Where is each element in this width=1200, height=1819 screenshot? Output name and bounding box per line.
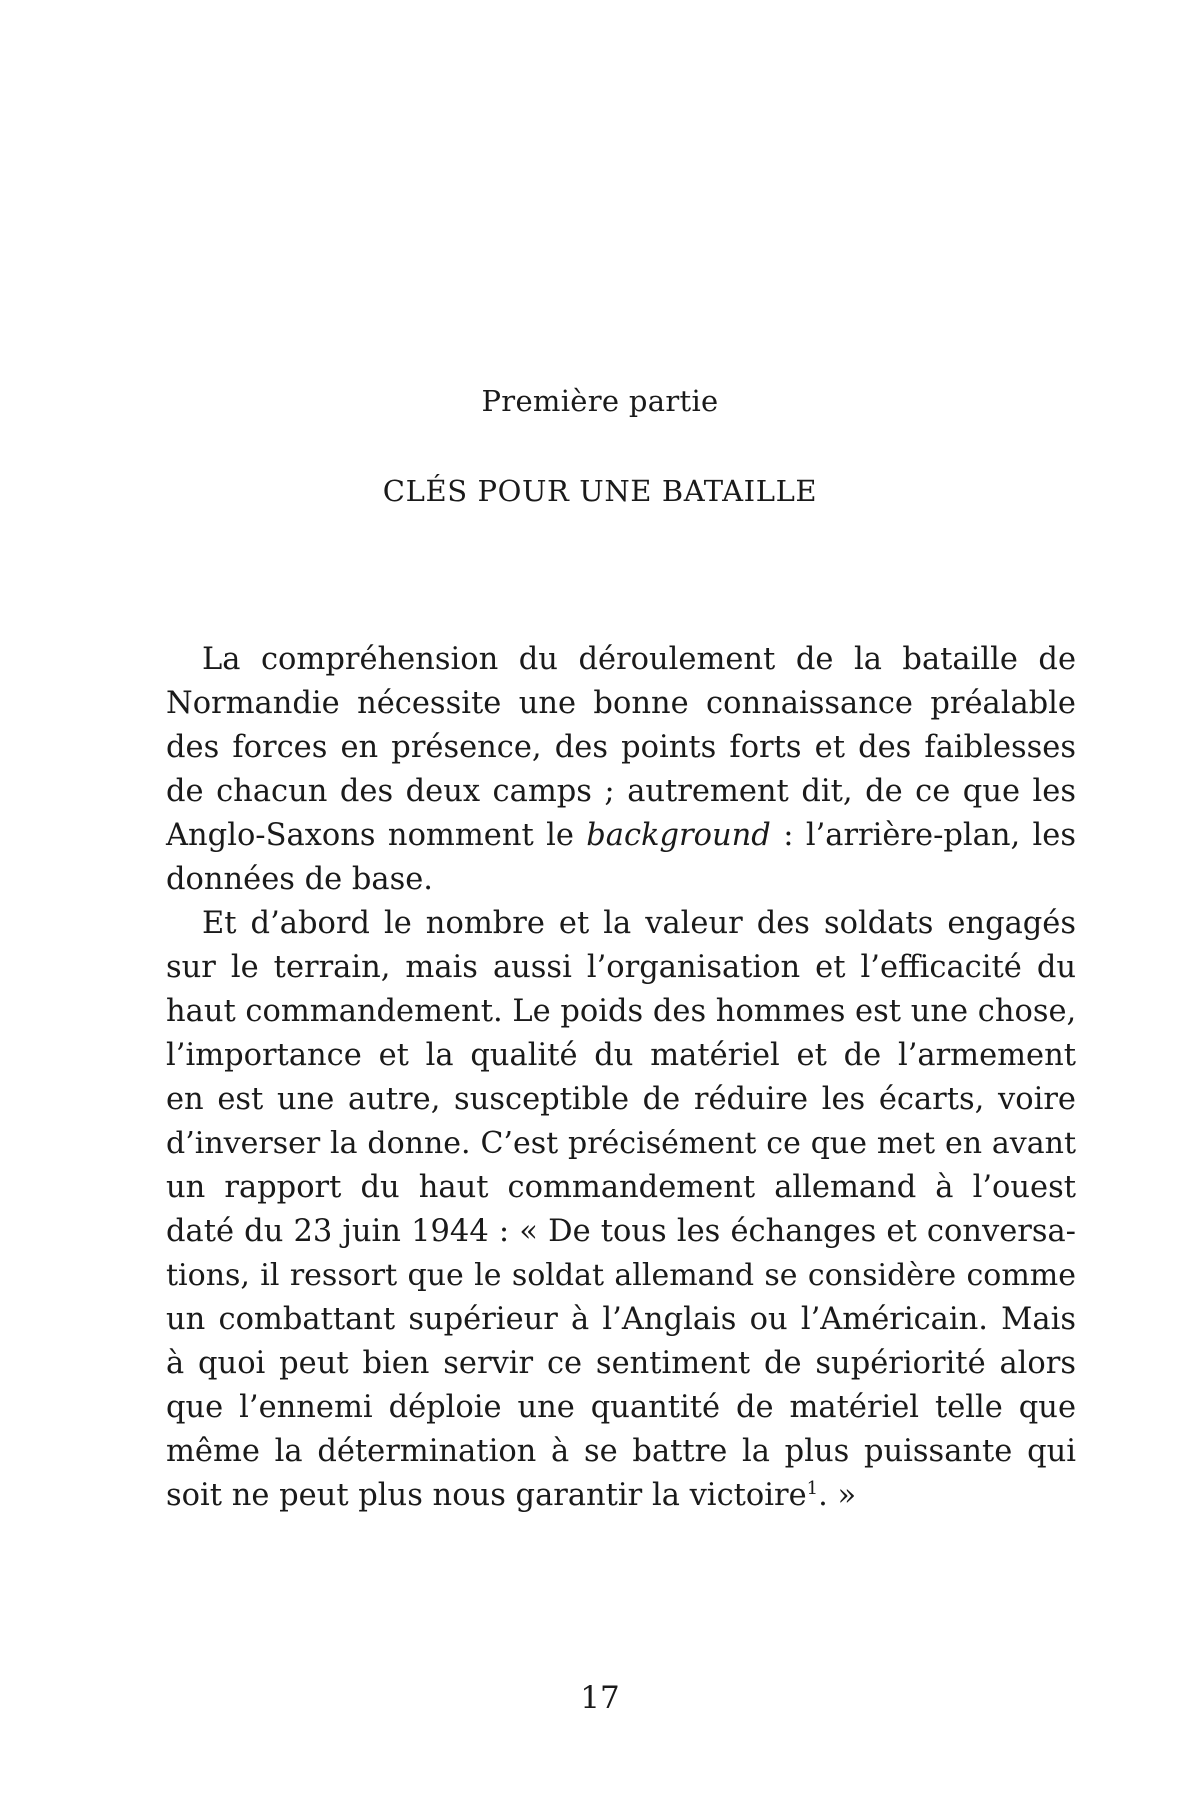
part-label: Première partie [481, 384, 719, 418]
text-line: sur le terrain, mais aussi l’organisation et l’efficacité du [166, 950, 1076, 985]
footnote-marker: 1 [806, 1477, 819, 1499]
text-line: données de base. [166, 862, 433, 897]
text-line: La compréhension du déroulement de la bataille de [202, 642, 1076, 677]
text-line: daté du 23 juin 1944 : « De tous les échanges et conversa- [166, 1214, 1076, 1249]
paragraph-2 [166, 902, 1076, 1518]
text-line: un rapport du haut commandement allemand à l’ouest [166, 1170, 1076, 1205]
text-fragment: soit ne peut plus nous garantir la victoire [166, 1478, 807, 1513]
text-line: l’importance et la qualité du matériel et de l’armement [166, 1038, 1076, 1073]
text-line: même la détermination à se battre la plus puissante qui [166, 1434, 1076, 1469]
part-title: CLÉS POUR UNE BATAILLE [382, 474, 818, 508]
text-line: Et d’abord le nombre et la valeur des soldats engagés [202, 906, 1076, 941]
text-line: en est une autre, susceptible de réduire les écarts, voire [166, 1082, 1076, 1117]
text-line: haut commandement. Le poids des hommes est une chose, [166, 994, 1077, 1029]
text-line: d’inverser la donne. C’est précisément ce que met en avant [166, 1126, 1076, 1161]
text-line: à quoi peut bien servir ce sentiment de supériorité alors [166, 1346, 1076, 1381]
italic-term: background [586, 818, 771, 853]
text-line: que l’ennemi déploie une quantité de matériel telle que [166, 1390, 1076, 1425]
text-line [166, 1474, 1076, 1518]
text-fragment: Anglo-Saxons nomment le [166, 818, 587, 853]
text-line [166, 814, 1076, 858]
page-number: 17 [580, 1680, 620, 1716]
body-text [166, 638, 1076, 1518]
text-fragment: : l’arrière-plan, les [770, 818, 1076, 853]
text-line: de chacun des deux camps ; autrement dit, de ce que les [166, 774, 1076, 809]
text-line: Normandie nécessite une bonne connaissance préalable [166, 686, 1076, 721]
text-line: des forces en présence, des points forts et des faiblesses [166, 730, 1076, 765]
paragraph-1 [166, 638, 1076, 902]
text-fragment: . » [818, 1478, 857, 1513]
text-line: un combattant supérieur à l’Anglais ou l’Américain. Mais [166, 1302, 1076, 1337]
text-line: tions, il ressort que le soldat allemand se considère comme [166, 1258, 1076, 1293]
